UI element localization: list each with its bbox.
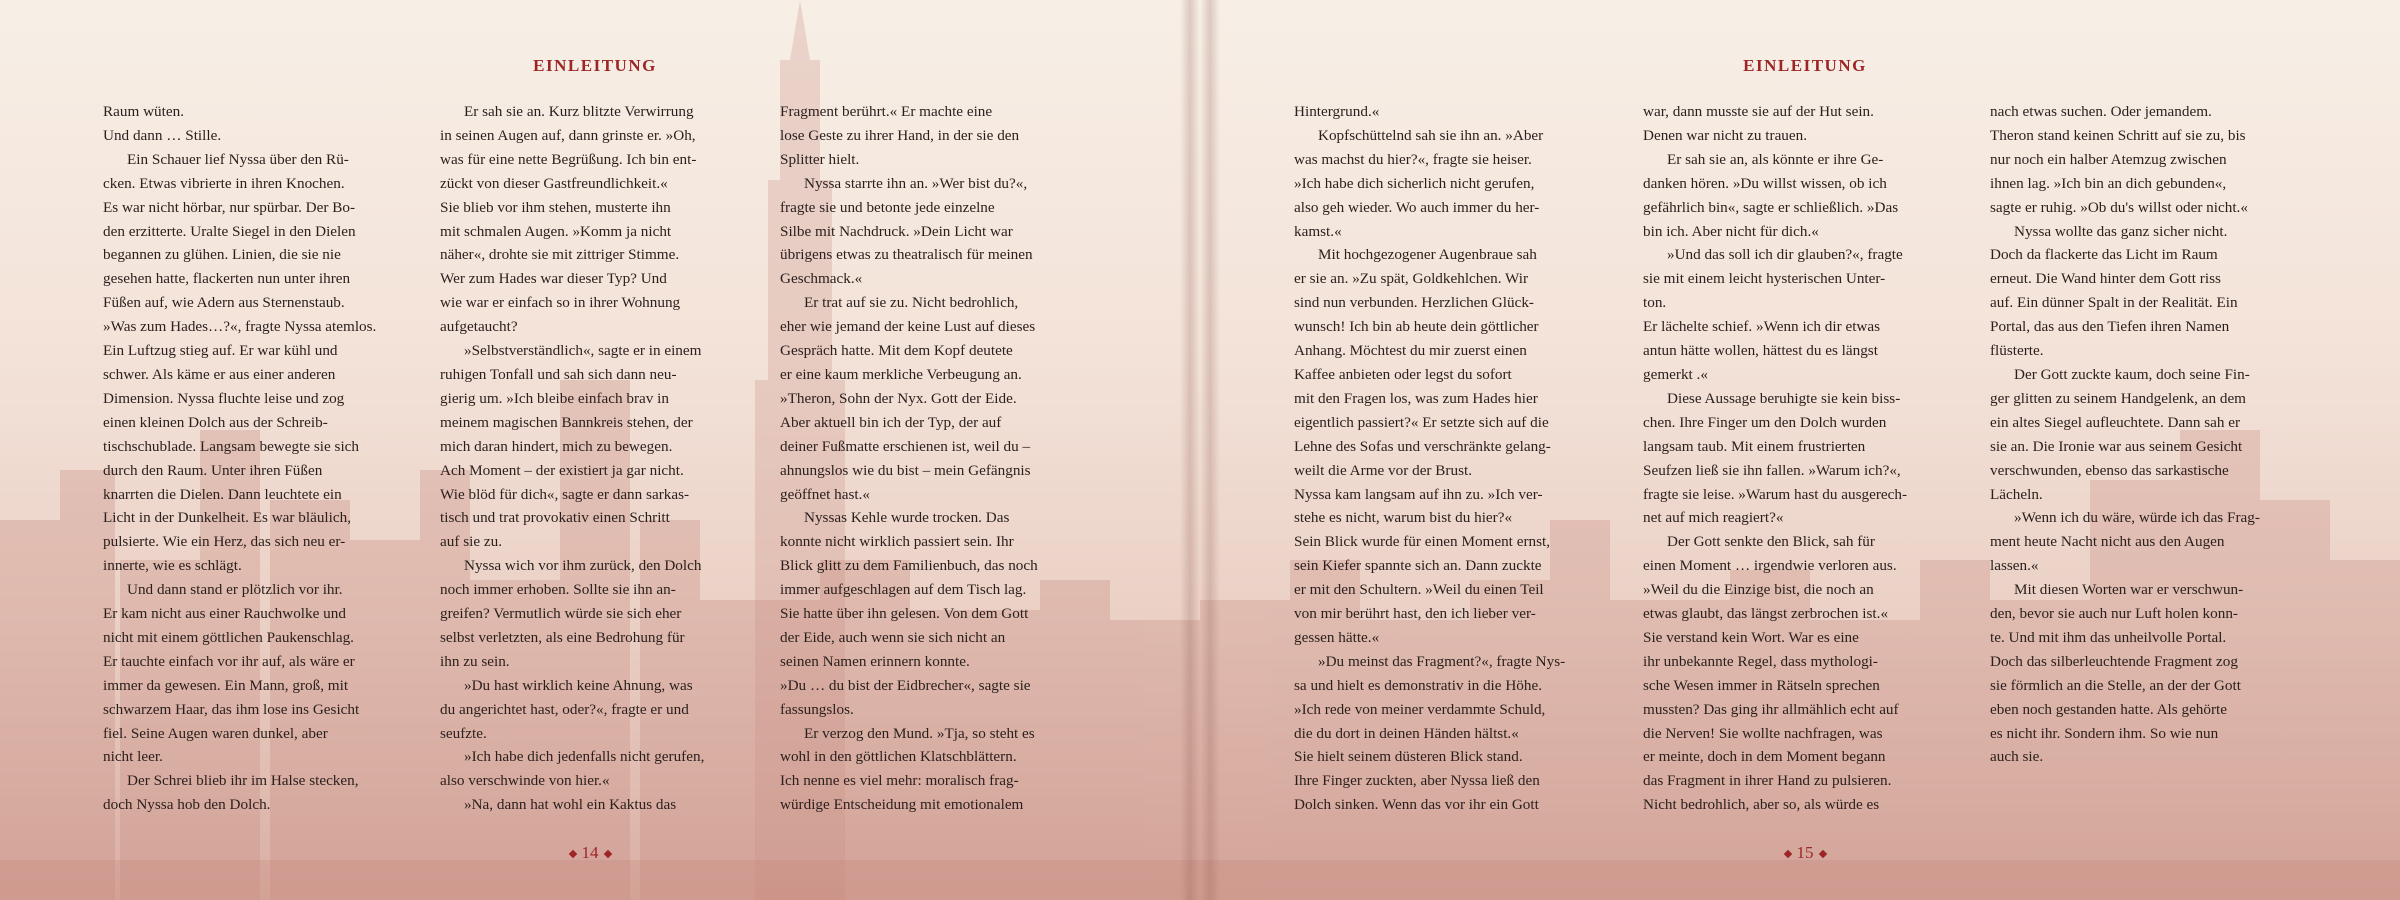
text-line: Kaffee anbieten oder legst du sofort — [1294, 365, 1512, 383]
text-line: auf. Ein dünner Spalt in der Realität. Ein — [1990, 294, 2238, 312]
text-line: »Wenn ich du wäre, würde ich das Frag- — [2014, 509, 2260, 527]
text-line: pulsierte. Wie ein Herz, das sich neu er- — [103, 533, 346, 551]
text-line: »Ich rede von meiner verdammte Schuld, — [1294, 700, 1546, 718]
text-line: schwer. Als käme er aus einer anderen — [103, 365, 336, 383]
text-line: durch den Raum. Unter ihren Füßen — [103, 461, 323, 479]
text-line: lose Geste zu ihrer Hand, in der sie den — [780, 126, 1020, 144]
text-line: fragte sie leise. »Warum hast du ausgerech- — [1643, 485, 1908, 503]
text-line: Geschmack.« — [780, 270, 863, 288]
text-line: er meinte, doch in dem Moment begann — [1643, 748, 1886, 766]
text-line: was machst du hier?«, fragte sie heiser. — [1294, 150, 1532, 168]
text-line: mit den Fragen los, was zum Hades hier — [1294, 389, 1538, 407]
text-line: »Weil du die Einzige bist, die noch an — [1643, 581, 1874, 599]
text-line: also geh wieder. Wo auch immer du her- — [1294, 198, 1540, 216]
text-line: te. Und mit ihm das unheilvolle Portal. — [1990, 628, 2227, 646]
text-line: in seinen Augen auf, dann grinste er. »Oh, — [440, 126, 696, 144]
page-number — [1745, 843, 1865, 863]
text-line: weilt die Arme vor der Brust. — [1294, 461, 1472, 479]
text-line: Anhang. Möchtest du mir zuerst einen — [1294, 342, 1527, 360]
text-line: eher wie jemand der keine Lust auf dieses — [780, 318, 1036, 336]
text-line: net auf mich reagiert?« — [1643, 509, 1784, 527]
text-line: chen. Ihre Finger um den Dolch wurden — [1643, 413, 1887, 431]
text-line: Der Gott senkte den Blick, sah für — [1667, 533, 1875, 551]
text-line: den, bevor sie auch nur Luft holen konn- — [1990, 605, 2238, 623]
running-head: EINLEITUNG — [533, 56, 657, 75]
text-line: Dolch sinken. Wenn das vor ihr ein Gott — [1294, 796, 1539, 814]
text-line: danken hören. »Du willst wissen, ob ich — [1643, 174, 1887, 192]
text-line: es nicht ihr. Sondern ihm. So wie nun — [1990, 724, 2219, 742]
text-line: mussten? Das ging ihr allmählich echt auf — [1643, 700, 1899, 718]
text-line: »Was zum Hades…?«, fragte Nyssa atemlos. — [103, 318, 377, 336]
text-line: sie an. Die Ironie war aus seinem Gesicht — [1990, 437, 2243, 455]
text-line: also verschwinde von hier.« — [440, 772, 610, 790]
text-line: Mit diesen Worten war er verschwun- — [2014, 581, 2244, 599]
text-line: du angerichtet hast, oder?«, fragte er und — [440, 700, 689, 718]
text-line: den erzitterte. Uralte Siegel in den Dielen — [103, 222, 356, 240]
text-column-2 — [1643, 100, 1993, 817]
text-line: Gespräch hatte. Mit dem Kopf deutete — [780, 342, 1013, 360]
text-line: Aber aktuell bin ich der Typ, der auf — [780, 413, 1002, 431]
text-line: antun hätte wollen, hättest du es längst — [1643, 342, 1878, 360]
text-line: Sie hatte über ihn gelesen. Von dem Gott — [780, 605, 1029, 623]
text-line: Ein Luftzug stieg auf. Er war kühl und — [103, 342, 338, 360]
text-line: nicht leer. — [103, 748, 163, 766]
text-line: er eine kaum merkliche Verbeugung an. — [780, 365, 1022, 383]
text-line: wie war er einfach so in ihrer Wohnung — [440, 294, 681, 312]
text-line: Hintergrund.« — [1294, 103, 1380, 120]
text-line: was für eine nette Begrüßung. Ich bin ent- — [440, 150, 697, 168]
text-line: sche Wesen immer in Rätseln sprechen — [1643, 676, 1880, 694]
text-line: der Eide, auch wenn sie sich nicht an — [780, 628, 1006, 646]
text-line: Dimension. Nyssa fluchte leise und zog — [103, 389, 345, 407]
text-line: langsam taub. Mit einem frustrierten — [1643, 437, 1866, 455]
text-line: gefährlich bin«, sagte er schließlich. »Das — [1643, 198, 1899, 216]
text-line: Nyssas Kehle wurde trocken. Das — [804, 509, 1010, 527]
page-number — [530, 843, 650, 863]
text-line: eben noch gestanden hatte. Als gehörte — [1990, 700, 2228, 718]
text-line: von mir berührt hast, den ich lieber ver- — [1294, 605, 1536, 623]
right-page — [1200, 0, 2400, 900]
text-line: übrigens etwas zu theatralisch für meinen — [780, 246, 1033, 264]
text-line: wunsch! Ich bin ab heute dein göttlicher — [1294, 318, 1539, 336]
text-line: meinem magischen Bannkreis stehen, der — [440, 413, 693, 431]
text-line: Er tauchte einfach vor ihr auf, als wäre er — [103, 652, 355, 670]
text-line: erneut. Die Wand hinter dem Gott riss — [1990, 270, 2221, 288]
text-line: aufgetaucht? — [440, 318, 518, 336]
text-line: Denen war nicht zu trauen. — [1643, 126, 1808, 144]
text-line: seufzte. — [440, 724, 487, 742]
text-line: sagte er ruhig. »Ob du's willst oder nicht.« — [1990, 198, 2248, 216]
text-line: knarrten die Dielen. Dann leuchtete ein — [103, 485, 342, 503]
text-line: cken. Etwas vibrierte in ihren Knochen. — [103, 174, 345, 192]
text-line: ahnungslos wie du bist – mein Gefängnis — [780, 461, 1031, 479]
text-line: deiner Fußmatte erschienen ist, weil du – — [780, 437, 1031, 455]
text-line: Nyssa wollte das ganz sicher nicht. — [2014, 222, 2228, 240]
text-line: Ach Moment – der existiert ja gar nicht. — [440, 461, 684, 479]
text-line: Und dann … Stille. — [103, 126, 222, 144]
text-line: Nyssa wich vor ihm zurück, den Dolch — [464, 557, 702, 575]
text-line: verschwunden, ebenso das sarkastische — [1990, 461, 2229, 479]
text-line: innerte, wie es schlägt. — [103, 557, 242, 575]
text-line: Seufzen ließ sie ihn fallen. »Warum ich?«, — [1643, 461, 1901, 479]
text-column-3 — [1990, 100, 2340, 769]
text-line: mit schmalen Augen. »Komm ja nicht — [440, 222, 672, 240]
text-line: war, dann musste sie auf der Hut sein. — [1643, 103, 1874, 120]
page-number-text: 15 — [1796, 843, 1814, 862]
ornament-left-icon — [568, 850, 576, 858]
text-line: immer aufgeschlagen auf dem Tisch lag. — [780, 581, 1027, 599]
text-line: »Du meinst das Fragment?«, fragte Nys- — [1318, 652, 1566, 670]
text-line: Mit hochgezogener Augenbraue sah — [1318, 246, 1537, 264]
text-line: Portal, das aus den Tiefen ihren Namen — [1990, 318, 2230, 336]
text-line: Wie blöd für dich«, sagte er dann sarkas- — [440, 485, 690, 503]
text-line: ton. — [1643, 294, 1667, 312]
text-line: gemerkt .« — [1643, 365, 1708, 383]
text-line: »Du hast wirklich keine Ahnung, was — [464, 676, 693, 694]
text-line: Es war nicht hörbar, nur spürbar. Der Bo- — [103, 198, 356, 216]
text-line: begannen zu glühen. Linien, die sie nie — [103, 246, 341, 264]
text-line: das Fragment in ihrer Hand zu pulsieren. — [1643, 772, 1892, 790]
ornament-right-icon — [1818, 850, 1826, 858]
text-line: gierig um. »Ich bleibe einfach brav in — [440, 389, 669, 407]
text-line: Ich nenne es viel mehr: moralisch frag- — [780, 772, 1019, 790]
text-line: auf sie zu. — [440, 533, 502, 551]
text-column-1 — [1294, 100, 1644, 817]
text-line: ihr unbekannte Regel, dass mythologi- — [1643, 652, 1878, 670]
text-line: einen kleinen Dolch aus der Schreib- — [103, 413, 328, 431]
text-line: Sein Blick wurde für einen Moment ernst, — [1294, 533, 1551, 551]
text-line: einen Moment … irgendwie verloren aus. — [1643, 557, 1897, 575]
text-line: Nicht bedrohlich, aber so, als würde es — [1643, 796, 1880, 814]
running-head: EINLEITUNG — [1743, 56, 1867, 75]
text-line: ihnen lag. »Ich bin an dich gebunden«, — [1990, 174, 2227, 192]
text-line: die Nerven! Sie wollte nachfragen, was — [1643, 724, 1883, 742]
text-line: Sie blieb vor ihm stehen, musterte ihn — [440, 198, 671, 216]
text-line: gesehen hatte, flackerten nun unter ihren — [103, 270, 351, 288]
text-line: tisch und trat provokativ einen Schritt — [440, 509, 670, 527]
text-line: flüsterte. — [1990, 342, 2044, 360]
text-line: Nyssa starrte ihn an. »Wer bist du?«, — [804, 174, 1028, 192]
text-line: ger glitten zu seinem Handgelenk, an dem — [1990, 389, 2246, 407]
text-line: Nyssa kam langsam auf ihn zu. »Ich ver- — [1294, 485, 1543, 503]
text-line: Licht in der Dunkelheit. Es war bläulich, — [103, 509, 351, 527]
text-line: Und dann stand er plötzlich vor ihr. — [127, 581, 343, 599]
text-line: immer da gewesen. Ein Mann, groß, mit — [103, 676, 349, 694]
text-line: Er trat auf sie zu. Nicht bedrohlich, — [804, 294, 1019, 312]
text-line: bin ich. Aber nicht für dich.« — [1643, 222, 1819, 240]
text-line: Kopfschüttelnd sah sie ihn an. »Aber — [1318, 126, 1544, 144]
text-line: Raum wüten. — [103, 103, 184, 120]
text-line: »Ich habe dich jedenfalls nicht gerufen, — [464, 748, 705, 766]
gutter-shadow — [1180, 0, 1200, 900]
text-line: fragte sie und betonte jede einzelne — [780, 198, 995, 216]
text-line: doch Nyssa hob den Dolch. — [103, 796, 271, 814]
text-line: gessen hätte.« — [1294, 628, 1380, 646]
text-line: auch sie. — [1990, 748, 2044, 766]
text-line: Doch da flackerte das Licht im Raum — [1990, 246, 2218, 264]
text-line: nur noch ein halber Atemzug zwischen — [1990, 150, 2227, 168]
text-line: Ihre Finger zuckten, aber Nyssa ließ den — [1294, 772, 1540, 790]
text-line: »Theron, Sohn der Nyx. Gott der Eide. — [780, 389, 1017, 407]
text-line: zückt von dieser Gastfreundlichkeit.« — [440, 174, 668, 192]
text-line: sie förmlich an die Stelle, an der der Gott — [1990, 676, 2241, 694]
text-line: sind nun verbunden. Herzlichen Glück- — [1294, 294, 1534, 312]
text-line: Ein Schauer lief Nyssa über den Rü- — [127, 150, 349, 168]
text-column-2 — [440, 100, 790, 817]
text-line: noch immer erhoben. Sollte sie ihn an- — [440, 581, 676, 599]
text-line: Wer zum Hades war dieser Typ? Und — [440, 270, 667, 288]
text-line: Er verzog den Mund. »Tja, so steht es — [804, 724, 1035, 742]
text-column-1 — [103, 100, 453, 817]
text-line: seinen Namen erinnern konnte. — [780, 652, 970, 670]
text-line: tischschublade. Langsam bewegte sie sich — [103, 437, 359, 455]
text-line: nach etwas suchen. Oder jemandem. — [1990, 103, 2212, 120]
text-line: etwas glaubt, das längst zerbrochen ist.« — [1643, 605, 1889, 623]
text-line: Füßen auf, wie Adern aus Sternenstaub. — [103, 294, 345, 312]
text-line: Lächeln. — [1990, 485, 2043, 503]
text-line: er mit den Schultern. »Weil du einen Teil — [1294, 581, 1544, 599]
text-line: »Du … du bist der Eidbrecher«, sagte sie — [780, 676, 1031, 694]
text-line: Splitter hielt. — [780, 150, 860, 168]
text-line: lassen.« — [1990, 557, 2039, 575]
text-line: »Selbstverständlich«, sagte er in einem — [464, 342, 702, 360]
text-line: Fragment berührt.« Er machte eine — [780, 103, 993, 120]
page-number-text: 14 — [581, 843, 599, 862]
text-line: selbst verletzten, als eine Bedrohung für — [440, 628, 685, 646]
text-line: Er sah sie an. Kurz blitzte Verwirrung — [464, 103, 694, 120]
text-line: konnte nicht wirklich passiert sein. Ihr — [780, 533, 1014, 551]
text-line: Sie hielt seinem düsteren Blick stand. — [1294, 748, 1523, 766]
text-line: »Ich habe dich sicherlich nicht gerufen, — [1294, 174, 1535, 192]
text-line: er sie an. »Zu spät, Goldkehlchen. Wir — [1294, 270, 1529, 288]
text-line: sein Kiefer spannte sich an. Dann zuckte — [1294, 557, 1542, 575]
text-line: schwarzem Haar, das ihm lose ins Gesicht — [103, 700, 360, 718]
text-line: ein altes Siegel aufleuchtete. Dann sah er — [1990, 413, 2241, 431]
text-line: Doch das silberleuchtende Fragment zog — [1990, 652, 2238, 670]
text-line: stehe es nicht, warum bist du hier?« — [1294, 509, 1513, 527]
text-line: Er sah sie an, als könnte er ihre Ge- — [1667, 150, 1884, 168]
text-line: würdige Entscheidung mit emotionalem — [780, 796, 1024, 814]
text-line: Der Gott zuckte kaum, doch seine Fin- — [2014, 365, 2250, 383]
text-line: »Und das soll ich dir glauben?«, fragte — [1667, 246, 1903, 264]
text-line: Diese Aussage beruhigte sie kein biss- — [1667, 389, 1901, 407]
text-line: Lehne des Sofas und verschränkte gelang- — [1294, 437, 1551, 455]
text-line: fiel. Seine Augen waren dunkel, aber — [103, 724, 328, 742]
text-line: näher«, drohte sie mit zittriger Stimme. — [440, 246, 680, 264]
text-line: »Na, dann hat wohl ein Kaktus das — [464, 796, 677, 814]
text-line: sie mit einem leicht hysterischen Unter- — [1643, 270, 1886, 288]
text-line: nicht mit einem göttlichen Paukenschlag. — [103, 628, 354, 646]
text-line: greifen? Vermutlich würde sie sich eher — [440, 605, 682, 623]
text-column-3 — [780, 100, 1130, 817]
text-line: kamst.« — [1294, 222, 1342, 240]
text-line: mich daran hindert, mich zu bewegen. — [440, 437, 673, 455]
text-line: Silbe mit Nachdruck. »Dein Licht war — [780, 222, 1013, 240]
gutter-shadow — [1200, 0, 1220, 900]
text-line: eigentlich passiert?« Er setzte sich auf die — [1294, 413, 1549, 431]
text-line: Er lächelte schief. »Wenn ich dir etwas — [1643, 318, 1881, 336]
text-line: Theron stand keinen Schritt auf sie zu, bis — [1990, 126, 2246, 144]
text-line: wohl in den göttlichen Klatschblättern. — [780, 748, 1017, 766]
ornament-left-icon — [1783, 850, 1791, 858]
text-line: Der Schrei blieb ihr im Halse stecken, — [127, 772, 359, 790]
text-line: ment heute Nacht nicht aus den Augen — [1990, 533, 2225, 551]
text-line: Sie verstand kein Wort. War es eine — [1643, 628, 1859, 646]
text-line: ruhigen Tonfall und sah sich dann neu- — [440, 365, 677, 383]
text-line: geöffnet hast.« — [780, 485, 870, 503]
text-line: sa und hielt es demonstrativ in die Höhe. — [1294, 676, 1543, 694]
text-line: fassungslos. — [780, 700, 854, 718]
text-line: Er kam nicht aus einer Rauchwolke und — [103, 605, 346, 623]
text-line: die du dort in deinen Händen hältst.« — [1294, 724, 1519, 742]
text-line: ihn zu sein. — [440, 652, 510, 670]
text-line: Blick glitt zu dem Familienbuch, das noch — [780, 557, 1038, 575]
ornament-right-icon — [603, 850, 611, 858]
